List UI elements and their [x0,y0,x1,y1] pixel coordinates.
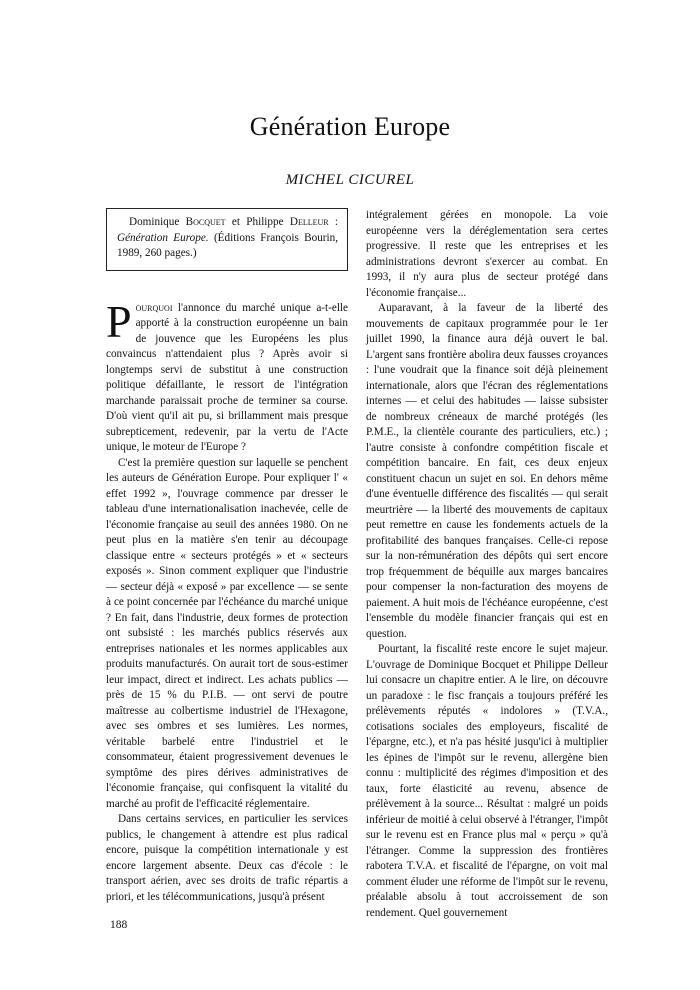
paragraph-6: Pourtant, la fiscalité reste encore le sujet majeur. L'ouvrage de Dominique Bocquet et Philippe Delleur lui consacre un chapitre entier. A le lire, on découvre un paradoxe : le fisc français a toujours préféré les prélèvements réputés « indolores » (T.V.A., cotisations sociales des employeurs, fiscalité de l'épargne, etc.), et n'a pas hésité jusqu'ici à multiplier les épines de l'impôt sur le revenu, allergène bien connu : multiplicité des régimes d'imposition et des taux, forte élasticité au revenu, absence de prélèvement à la source... Résultat : malgré un poids inférieur de moitié à celui observé à l'étranger, l'impôt sur le revenu est en France plus mal « perçu » qu'à l'étranger. Comme la suppression des frontières rabotera T.V.A. et fiscalité de l'épargne, on voit mal comment éluder une réforme de l'impôt sur le revenu, préalable absolu à tout accroissement de son rendement. Quel gouvernement [366,643,608,919]
paragraph-2: C'est la première question sur laquelle se penchent les auteurs de Génération Europe. Pour expliquer l' « effet 1992 », l'ouvrage commence par dresser le tableau d'une internationalisation inachevée, celle de l'économie française au seuil des années 1980. On ne peut plus en la matière s'en tenir au découpage classique entre « secteurs protégés » et « secteurs exposés ». Sinon comment expliquer que l'industrie — secteur déjà « exposé » par excellence — se sente à ce point concernée par l'échéance du marché unique ? En fait, dans l'industrie, deux formes de protection ont subsisté : les marchés publics réservés aux entreprises nationales et les normes applicables aux produits manufacturés. On aurait tort de sous-estimer leur impact, direct et indirect. Les achats publics — près de 15 % du P.I.B. — ont servi de poutre maîtresse au colbertisme industriel de l'Hexagone, avec ses ombres et ses lumières. Les normes, véritable barbelé entre l'industriel et le consommateur, étaient progressivement devenues le symptôme des pires dérives administratives de l'économie française, qui confisquent la vitalité du marché au profit de l'efficacité réglementaire. [106,456,348,810]
paragraph-3: Dans certains services, en particulier les services publics, le changement à attendre est plus radical encore, puisque la compétition internationale y est encore largement absente. Deux cas d'école : le transport aérien, avec ses droits de trafic répartis a priori, et les télécommunications, jusqu'à présent [106,813,348,903]
left-column [106,208,348,921]
author2-last: Delleur [289,216,329,228]
authors-joiner: et [231,216,240,228]
paragraph-1 [106,295,348,456]
page-number: 188 [110,919,128,931]
paragraph-5: Auparavant, à la faveur de la liberté des mouvements de capitaux programmée pour le 1er juillet 1990, la finance aura déjà ouvert le bal. L'argent sans frontière abolira deux fausses croyances : l'une voudrait que la finance soit déjà pleinement internationale, alors que l'écran des réglementations internes — et celui des habitudes — laisse subsister de nombreux créneaux de marché protégés (les P.M.E., la clientèle courante des particuliers, etc.) ; l'autre consiste à confondre compétition fiscale et compétition bancaire. En fait, ces deux enjeux constituent chacun un sujet en soi. En dehors même d'une éventuelle différence des fiscalités — qui serait meurtrière — la liberté des mouvements de capitaux peut remettre en cause les fondements actuels de la profitabilité des banques françaises. Celle-ci repose sur la non-rémunération des dépôts qui sert encore trop fréquemment de béquille aux marges bancaires pour compenser la non-facturation des moyens de paiement. A huit mois de l'échéance européenne, c'est l'ensemble du modèle financier français qui est en question. [366,302,608,640]
author2-first: Philippe [246,216,284,228]
drop-cap: P [106,295,132,347]
author1-last: Bocquet [185,216,226,228]
book-title: Génération Europe. [117,231,209,244]
article-author: MICHEL CICUREL [285,172,415,188]
article-columns [106,208,608,921]
article-title: Génération Europe [249,112,451,141]
author1-first: Dominique [129,216,180,228]
book-publisher: (Éditions François Bourin, 1989, 260 pages.) [117,231,339,259]
lead-word: ourquoi [135,301,173,314]
paragraph-1-text: l'annonce du marché unique a-t-elle apporté à la construction européenne un bain de jouvence que les Européens les plus convaincus n'attendaient plus ? Après avoir si longtemps servi de substitut à une construction politique défaillante, le ressort de l'intégration marchande paraissait proche de terminer sa course. D'où vient qu'il ait pu, si brillamment mais presque subrepticement, redevenir, par la vertu de l'Acte unique, le moteur de l'Europe ? [106,301,348,453]
authors-colon: : [328,216,339,228]
right-column [366,208,608,921]
paragraph-4: intégralement gérées en monopole. La voie européenne vers la déréglementation sera certes progressive. Il reste que les entreprises et les administrations devront s'exercer au combat. En 1993, il n'y aura plus de secteur protégé dans l'économie française... [366,209,608,299]
book-reference-box [106,208,348,271]
book-reference [117,215,338,262]
